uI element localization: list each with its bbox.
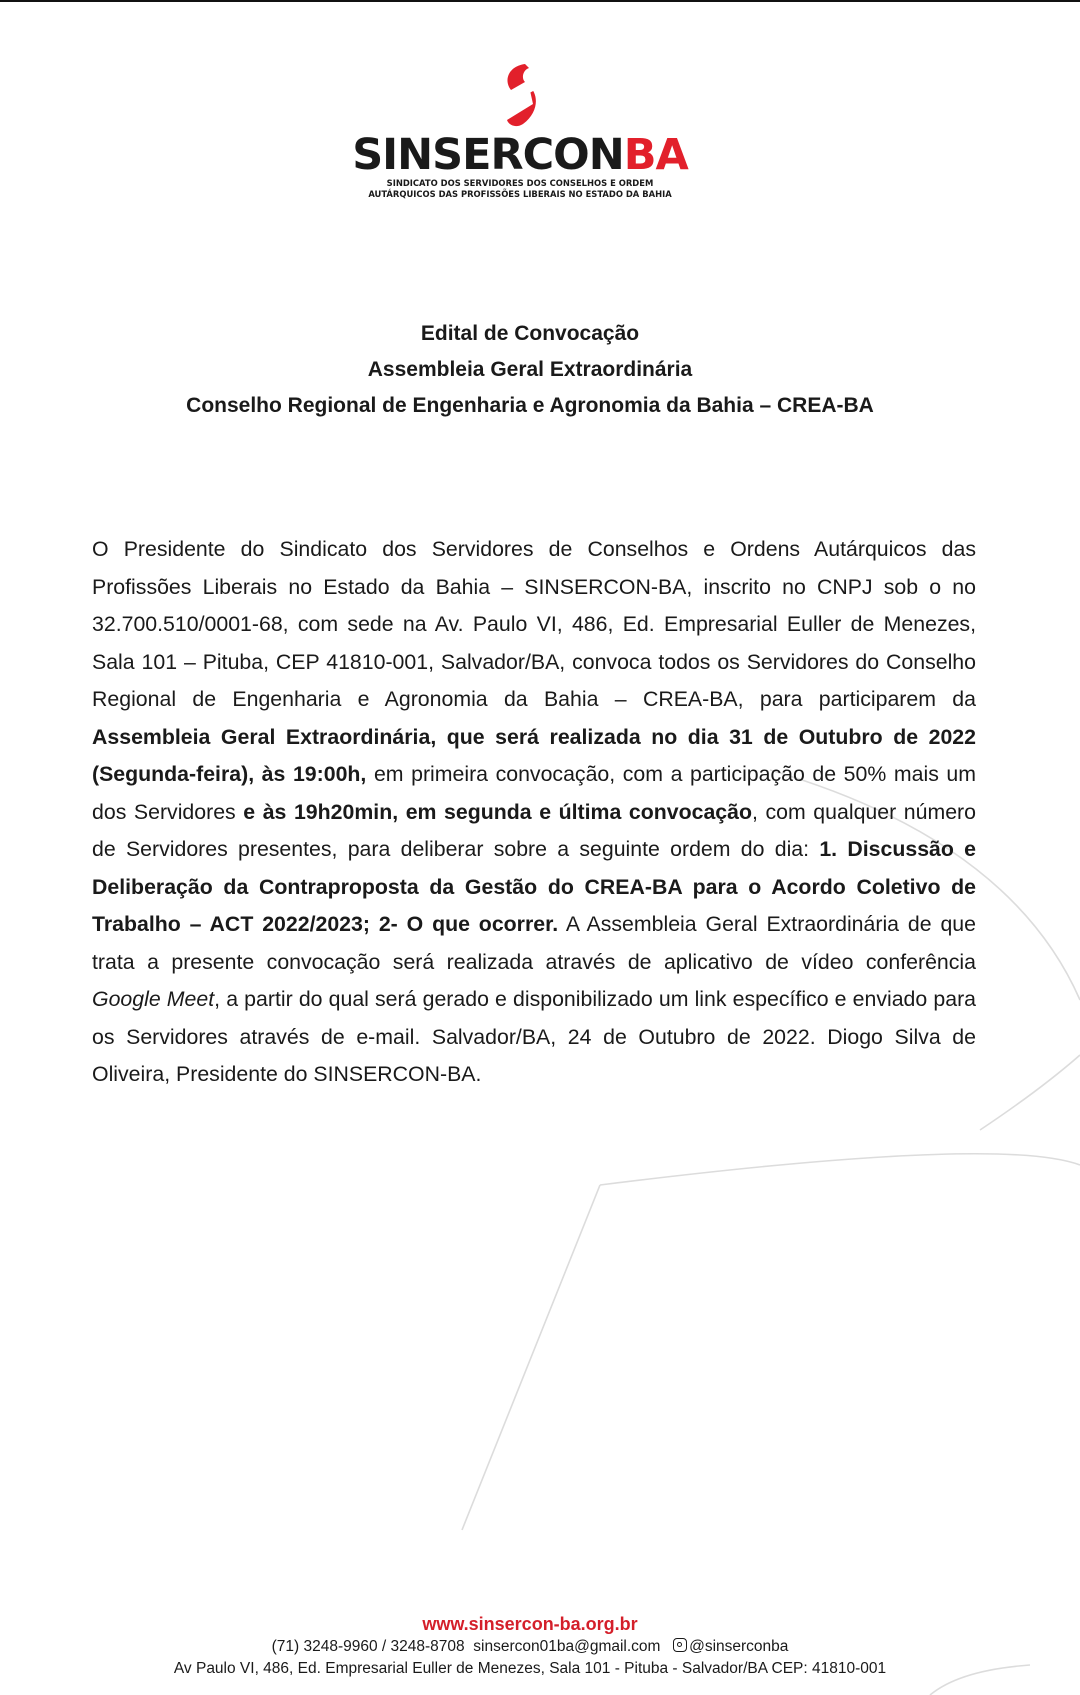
logo-subtitle xyxy=(340,178,700,200)
body-bold-segment: e às 19h20min, em segunda e última convocação xyxy=(243,799,753,824)
body-bold-segment: 1. Discussão e Deliberação da Contraproposta da Gestão do CREA-BA para o Acordo Coletivo de Trabalho – ACT 2022/2023; 2- O que ocorrer. xyxy=(92,837,976,936)
instagram-icon xyxy=(673,1638,687,1652)
document-header xyxy=(80,316,980,424)
footer-contact-line xyxy=(80,1636,980,1658)
header-title: Edital de Convocação xyxy=(420,322,640,345)
body-bold-segment: Assembleia Geral Extraordinária, que será realizada no dia 31 de Outubro de 2022 (Segunda-feira), às 19:00h, xyxy=(92,724,976,786)
logo-s-mark-icon xyxy=(495,60,545,130)
footer-phones: (71) 3248-9960 / 3248-8708 xyxy=(271,1638,465,1655)
logo-wordmark xyxy=(340,130,700,180)
logo-subtitle-line1: SINDICATO DOS SERVIDORES DOS CONSELHOS E ORDEM xyxy=(386,178,654,188)
sinserconba-logo xyxy=(340,60,700,210)
top-border-line xyxy=(0,0,1080,2)
convocation-body-text xyxy=(92,531,976,1094)
body-text-segment: , a partir do qual será gerado e disponibilizado um link específico e enviado para os Servidores através de e-mail. Salvador/BA, 24 de Outubro de 2022. Diogo Silva de Oliveira, Presidente do SINSERCON-BA. xyxy=(92,987,976,1086)
header-subtitle: Assembleia Geral Extraordinária xyxy=(367,358,693,381)
body-italic-segment: Google Meet xyxy=(92,987,215,1011)
footer-address: Av Paulo VI, 486, Ed. Empresarial Euller de Menezes, Sala 101 - Pituba - Salvador/BA CEP: 41810-001 xyxy=(173,1660,887,1677)
footer xyxy=(80,1612,980,1680)
body-text-segment: em primeira convocação, com a participação de 50% mais um dos Servidores xyxy=(92,762,977,824)
footer-website-link[interactable]: www.sinsercon-ba.org.br xyxy=(422,1614,638,1634)
logo-wordmark-part2: BA xyxy=(623,130,688,180)
logo-wordmark-part1: SINSERCON xyxy=(352,130,624,180)
footer-instagram[interactable]: @sinserconba xyxy=(689,1638,789,1655)
footer-email[interactable]: sinsercon01ba@gmail.com xyxy=(473,1638,661,1655)
body-text-segment: , com qualquer número de Servidores presentes, para deliberar sobre a seguinte ordem do dia: xyxy=(92,799,976,861)
header-organization: Conselho Regional de Engenharia e Agronomia da Bahia – CREA-BA xyxy=(186,394,874,417)
body-text-segment: O Presidente do Sindicato dos Servidores de Conselhos e Ordens Autárquicos das Profissões Liberais no Estado da Bahia – SINSERCON-BA, inscrito no CNPJ sob o no 32.700.510/0001-68, com sede na Av. Paulo VI, 486, Ed. Empresarial Euller de Menezes, Sala 101 – Pituba, CEP 41810-001, Salvador/BA, convoca todos os Servidores do Conselho Regional de Engenharia e Agronomia da Bahia – CREA-BA, para participarem da xyxy=(92,537,976,711)
logo-subtitle-line2: AUTÁRQUICOS DAS PROFISSÕES LIBERAIS NO ESTADO DA BAHIA xyxy=(368,189,672,199)
body-text-segment: A Assembleia Geral Extraordinária de que trata a presente convocação será realizada através de aplicativo de vídeo conferência xyxy=(92,912,976,974)
